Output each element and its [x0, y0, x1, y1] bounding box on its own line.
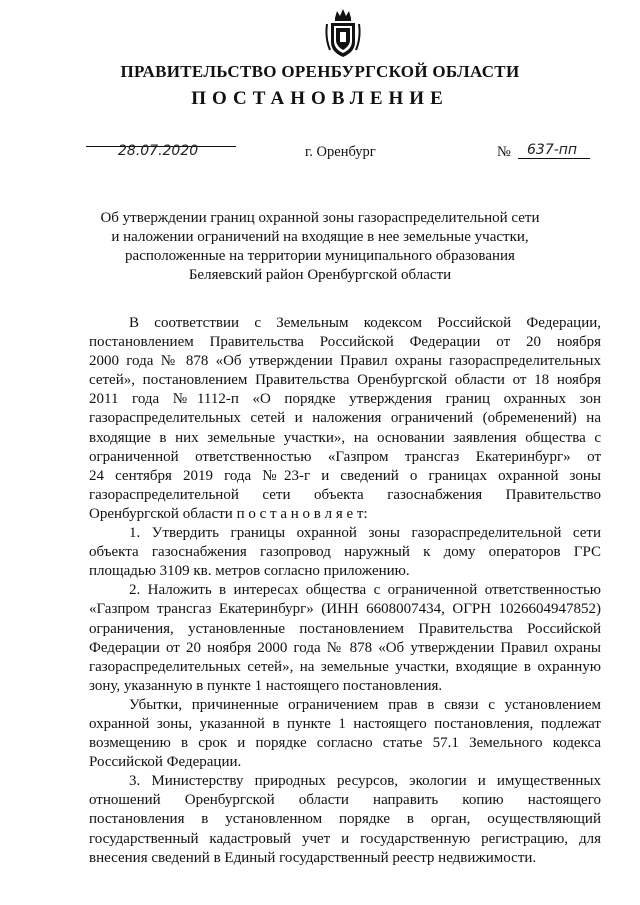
item-1-paragraph: [89, 524, 601, 581]
body-line: газораспределительных сетей», на земельные участки, входящие в охранную: [89, 658, 601, 675]
coat-of-arms-emblem: [325, 8, 361, 60]
document-subject: [88, 209, 552, 285]
body-line: ограниченной ответственностью «Газпром трансгаз Екатеринбург» от: [89, 448, 601, 465]
document-type-heading: ПОСТАНОВЛЕНИЕ: [191, 88, 449, 109]
body-line: охранной зоны, указанной в пункте 1 настоящего постановления, подлежат: [89, 715, 601, 732]
body-line: площадью 3109 кв. метров согласно приложению.: [89, 563, 410, 580]
item-2-paragraph: [89, 581, 601, 696]
losses-paragraph: [89, 696, 601, 772]
body-line: 1. Утвердить границы охранной зоны газораспределительной сети: [129, 525, 601, 542]
item-3-paragraph: [89, 772, 601, 867]
body-line: Оренбургской области п о с т а н о в л я е т:: [89, 505, 368, 522]
body-line: «Газпром трансгаз Екатеринбург» (ИНН 6608007434, ОГРН 1026604947852): [89, 601, 601, 618]
body-line: зону, указанную в пункте 1 настоящего постановления.: [89, 677, 443, 694]
handwritten-document-number: 637-пп: [527, 142, 578, 158]
body-line: постановлением Правительства Российской Федерации от 20 ноября: [89, 334, 601, 351]
handwritten-date: 28.07.2020: [118, 143, 199, 159]
body-line: Федерации от 20 ноября 2000 года № 878 «Об утверждении Правил охраны: [89, 639, 601, 656]
body-line: газораспределительных сетей и наложения ограничений (обременений) на: [89, 410, 601, 427]
body-line: государственный кадастровый учет и государственную регистрацию, для: [89, 830, 601, 847]
government-title: ПРАВИТЕЛЬСТВО ОРЕНБУРГСКОЙ ОБЛАСТИ: [120, 62, 520, 81]
body-line: возмещению в срок и порядке согласно статье 57.1 Земельного кодекса: [89, 735, 601, 752]
number-underline: [518, 158, 590, 159]
intro-paragraph: [89, 314, 601, 524]
body-line: 2000 года № 878 «Об утверждении Правил охраны газораспределительных: [89, 353, 601, 370]
body-line: внесения сведений в Единый государственный реестр недвижимости.: [89, 849, 537, 866]
body-line: 3. Министерству природных ресурсов, экологии и имущественных: [129, 773, 601, 790]
subject-line: и наложении ограничений на входящие в нее земельные участки,: [111, 229, 529, 245]
body-line: Российской Федерации.: [89, 754, 242, 771]
number-sign: №: [497, 144, 511, 160]
document-body: [89, 314, 601, 868]
body-line: В соответствии с Земельным кодексом Российской Федерации,: [129, 315, 601, 331]
city-label: г. Оренбург: [305, 144, 376, 160]
body-line: 2. Наложить в интересах общества с ограниченной ответственностью: [129, 582, 601, 599]
subject-line: Об утверждении границ охранной зоны газораспределительной сети: [100, 210, 540, 226]
body-line: отношений Оренбургской области направить копию настоящего: [89, 792, 601, 809]
body-line: постановления в установленном порядке в орган, осуществляющий: [89, 811, 601, 828]
body-line: входящие в них земельные участки», на основании заявления общества с: [89, 429, 601, 446]
body-line: газораспределительной сети объекта газоснабжения Правительство: [89, 486, 601, 503]
subject-line: расположенные на территории муниципального образования: [125, 248, 515, 264]
body-line: ограничения, установленные постановлением Правительства Российской: [89, 620, 601, 637]
subject-line: Беляевский район Оренбургской области: [188, 267, 452, 283]
body-line: Убытки, причиненные ограничением прав в связи с установлением: [129, 696, 601, 713]
body-line: 2011 года №1112-п «О порядке утверждения границ охранных зон: [89, 391, 601, 408]
body-line: 24 сентября 2019 года №23-г и сведений о границах охранной зоны: [89, 467, 601, 484]
body-line: объекта газоснабжения газопровод наружный к дому операторов ГРС: [89, 544, 601, 561]
body-line: сетей», постановлением Правительства Оренбургской области от 18 ноября: [89, 372, 601, 389]
